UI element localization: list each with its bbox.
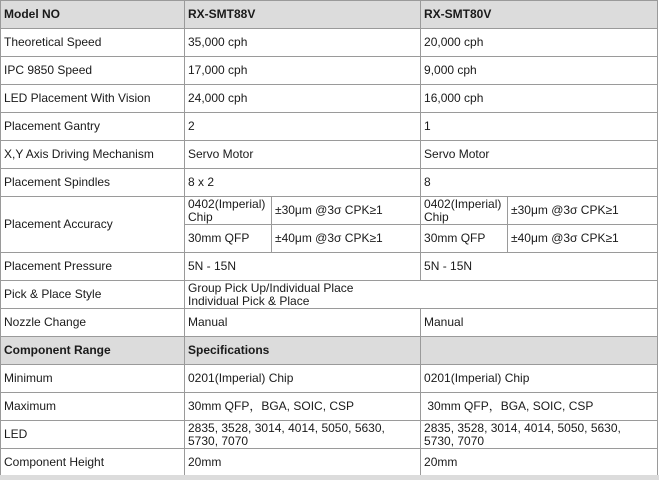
row-label: X,Y Axis Driving Mechanism — [1, 141, 185, 169]
header-model-a: RX-SMT88V — [185, 1, 421, 29]
table-row — [1, 29, 658, 57]
cell-a: 2 — [185, 113, 421, 141]
cell-a: 17,000 cph — [185, 57, 421, 85]
table-row — [1, 393, 658, 421]
cell-a-value: ±30μm @3σ CPK≥1 — [272, 197, 421, 225]
cell-b-value: ±30μm @3σ CPK≥1 — [508, 197, 658, 225]
cell-a-type: 0402(Imperial) Chip — [185, 197, 272, 225]
row-label: Theoretical Speed — [1, 29, 185, 57]
cell-b-value: ±40μm @3σ CPK≥1 — [508, 225, 658, 253]
cell-b: Manual — [421, 309, 658, 337]
cell-a-type: 30mm QFP — [185, 225, 272, 253]
header-row — [1, 1, 658, 29]
table-row — [1, 141, 658, 169]
table-row — [1, 57, 658, 85]
row-label: Placement Accuracy — [1, 197, 185, 253]
pick-place-line-2: Individual Pick & Place — [188, 293, 310, 308]
cell-b: 2835, 3528, 3014, 4014, 5050, 5630, 5730, 7070 — [421, 421, 658, 449]
cell-b: 8 — [421, 169, 658, 197]
cell-a: 30mm QFP，BGA, SOIC, CSP — [185, 393, 421, 421]
section-empty — [421, 337, 658, 365]
cell-b: 20,000 cph — [421, 29, 658, 57]
row-label: Maximum — [1, 393, 185, 421]
cell-a: 5N - 15N — [185, 253, 421, 281]
cell-a: 8 x 2 — [185, 169, 421, 197]
section-component-range: Component Range — [1, 337, 185, 365]
cell-b: Servo Motor — [421, 141, 658, 169]
cell-pick-place — [185, 281, 658, 309]
table-row — [1, 449, 658, 477]
row-label: Placement Spindles — [1, 169, 185, 197]
row-label: Pick & Place Style — [1, 281, 185, 309]
row-label: Placement Pressure — [1, 253, 185, 281]
row-label: Nozzle Change — [1, 309, 185, 337]
cell-a-value: ±40μm @3σ CPK≥1 — [272, 225, 421, 253]
cell-b: 0201(Imperial) Chip — [421, 365, 658, 393]
table-bottom-band — [0, 475, 659, 480]
row-label: Component Height — [1, 449, 185, 477]
cell-a: 35,000 cph — [185, 29, 421, 57]
cell-a: 0201(Imperial) Chip — [185, 365, 421, 393]
table-row — [1, 113, 658, 141]
cell-b-type: 30mm QFP — [421, 225, 508, 253]
cell-b: 20mm — [421, 449, 658, 477]
row-label: IPC 9850 Speed — [1, 57, 185, 85]
row-label: Placement Gantry — [1, 113, 185, 141]
section-header-row — [1, 337, 658, 365]
header-model-b: RX-SMT80V — [421, 1, 658, 29]
table-row — [1, 281, 658, 309]
cell-a: 24,000 cph — [185, 85, 421, 113]
cell-a: 20mm — [185, 449, 421, 477]
cell-b-type: 0402(Imperial) Chip — [421, 197, 508, 225]
cell-b: 30mm QFP，BGA, SOIC, CSP — [421, 393, 658, 421]
cell-a: Servo Motor — [185, 141, 421, 169]
section-specifications: Specifications — [185, 337, 421, 365]
cell-b: 16,000 cph — [421, 85, 658, 113]
table-row — [1, 421, 658, 449]
row-label: LED Placement With Vision — [1, 85, 185, 113]
cell-b: 1 — [421, 113, 658, 141]
table-row — [1, 85, 658, 113]
row-label: Minimum — [1, 365, 185, 393]
table-row — [1, 253, 658, 281]
cell-a: 2835, 3528, 3014, 4014, 5050, 5630, 5730, 7070 — [185, 421, 421, 449]
table-row — [1, 365, 658, 393]
row-label: LED — [1, 421, 185, 449]
table-row — [1, 169, 658, 197]
pick-place-line-1: Group Pick Up/Individual Place — [188, 280, 354, 295]
table-row — [1, 197, 658, 225]
cell-b: 9,000 cph — [421, 57, 658, 85]
table-row — [1, 309, 658, 337]
cell-b: 5N - 15N — [421, 253, 658, 281]
header-model-no: Model NO — [1, 1, 185, 29]
cell-a: Manual — [185, 309, 421, 337]
